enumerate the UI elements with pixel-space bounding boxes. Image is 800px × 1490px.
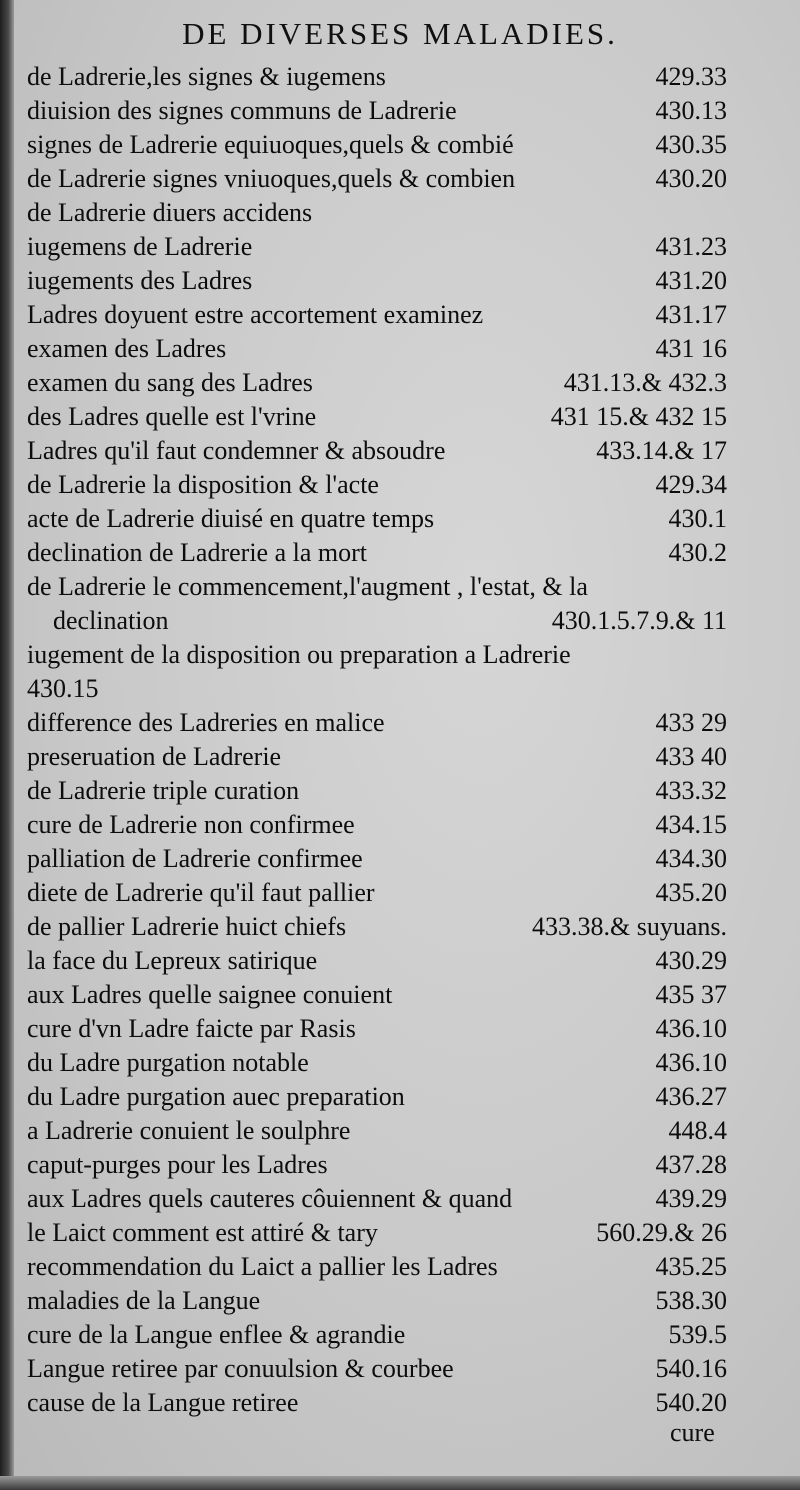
entry-text: aux Ladres quelle saignee conuient — [27, 980, 393, 1009]
entry-page-ref: 433.38.& suyuans. — [532, 912, 727, 941]
entry-page-ref: 540.16 — [655, 1354, 727, 1383]
entry-text: declination — [53, 606, 169, 635]
entry-text: acte de Ladrerie diuisé en quatre temps — [27, 504, 435, 533]
index-entry — [27, 706, 727, 740]
entry-text: signes de Ladrerie equiuoques,quels & combié — [27, 130, 514, 159]
index-entries — [27, 60, 727, 1420]
index-entry — [27, 978, 727, 1012]
entry-text: examen des Ladres — [27, 334, 227, 363]
entry-text: de Ladrerie le commencement,l'augment , l'estat, & la — [27, 572, 588, 601]
entry-text: 430.15 — [27, 674, 99, 703]
index-entry — [27, 1046, 727, 1080]
index-entry — [27, 842, 727, 876]
index-entry — [27, 366, 727, 400]
entry-text: Ladres doyuent estre accortement examinez — [27, 300, 484, 329]
entry-text: diete de Ladrerie qu'il faut pallier — [27, 878, 375, 907]
entry-text: palliation de Ladrerie confirmee — [27, 844, 363, 873]
entry-text: du Ladre purgation auec preparation — [27, 1082, 405, 1111]
entry-page-ref: 436.10 — [655, 1014, 727, 1043]
entry-page-ref: 431 15.& 432 15 — [550, 402, 727, 431]
entry-text: a Ladrerie conuient le soulphre — [27, 1116, 351, 1145]
entry-page-ref: 436.10 — [655, 1048, 727, 1077]
entry-text: de pallier Ladrerie huict chiefs — [27, 912, 347, 941]
entry-text: aux Ladres quels cauteres côuiennent & quand — [27, 1184, 513, 1213]
entry-page-ref: 431.20 — [655, 266, 727, 295]
index-entry — [27, 1148, 727, 1182]
entry-page-ref: 538.30 — [655, 1286, 727, 1315]
entry-text: diuision des signes communs de Ladrerie — [27, 96, 457, 125]
entry-text: Ladres qu'il faut condemner & absoudre — [27, 436, 446, 465]
entry-page-ref: 448.4 — [668, 1116, 727, 1145]
entry-page-ref: 429.33 — [655, 62, 727, 91]
entry-text: maladies de la Langue — [27, 1286, 261, 1315]
entry-text: recommendation du Laict a pallier les Ladres — [27, 1252, 498, 1281]
entry-text: preseruation de Ladrerie — [27, 742, 282, 771]
entry-text: iugemens de Ladrerie — [27, 232, 253, 261]
entry-text: difference des Ladreries en malice — [27, 708, 385, 737]
index-entry — [27, 1250, 727, 1284]
entry-page-ref: 434.30 — [655, 844, 727, 873]
entry-page-ref: 439.29 — [655, 1184, 727, 1213]
index-entry — [27, 1318, 727, 1352]
entry-page-ref: 431 16 — [655, 334, 727, 363]
index-entry — [27, 1386, 727, 1420]
entry-page-ref: 437.28 — [655, 1150, 727, 1179]
index-entry — [27, 332, 727, 366]
entry-page-ref: 431.17 — [655, 300, 727, 329]
entry-text: cure d'vn Ladre faicte par Rasis — [27, 1014, 356, 1043]
index-entry — [27, 774, 727, 808]
index-entry — [27, 910, 727, 944]
entry-text: de Ladrerie triple curation — [27, 776, 300, 805]
entry-page-ref: 430.1.5.7.9.& 11 — [551, 606, 727, 635]
index-entry — [27, 1114, 727, 1148]
index-entry — [27, 434, 727, 468]
entry-text: cure de la Langue enflee & agrandie — [27, 1320, 406, 1349]
index-entry — [27, 1352, 727, 1386]
index-entry — [27, 1284, 727, 1318]
entry-page-ref: 433 40 — [655, 742, 727, 771]
entry-page-ref: 433.14.& 17 — [596, 436, 727, 465]
entry-page-ref: 560.29.& 26 — [596, 1218, 727, 1247]
entry-text: la face du Lepreux satirique — [27, 946, 318, 975]
entry-text: de Ladrerie la disposition & l'acte — [27, 470, 379, 499]
entry-text: le Laict comment est attiré & tary — [27, 1218, 378, 1247]
index-entry — [27, 1012, 727, 1046]
entry-page-ref: 433 29 — [655, 708, 727, 737]
index-entry — [27, 944, 727, 978]
entry-page-ref: 540.20 — [655, 1388, 727, 1417]
index-entry — [27, 264, 727, 298]
entry-page-ref: 436.27 — [655, 1082, 727, 1111]
entry-page-ref: 430.20 — [655, 164, 727, 193]
entry-page-ref: 430.13 — [655, 96, 727, 125]
index-entry — [27, 672, 727, 706]
index-entry — [27, 60, 727, 94]
catchword: cure — [670, 1418, 715, 1447]
entry-text: cure de Ladrerie non confirmee — [27, 810, 355, 839]
entry-text: iugement de la disposition ou preparation a Ladrerie — [27, 640, 571, 669]
entry-text: examen du sang des Ladres — [27, 368, 313, 397]
index-entry — [27, 230, 727, 264]
entry-text: iugements des Ladres — [27, 266, 253, 295]
index-entry — [27, 876, 727, 910]
index-entry — [27, 400, 727, 434]
index-entry — [27, 196, 727, 230]
index-entry — [27, 808, 727, 842]
entry-page-ref: 430.1 — [668, 504, 727, 533]
entry-page-ref: 435.25 — [655, 1252, 727, 1281]
entry-text: caput-purges pour les Ladres — [27, 1150, 328, 1179]
entry-text: des Ladres quelle est l'vrine — [27, 402, 317, 431]
index-entry — [27, 570, 727, 604]
entry-page-ref: 435.20 — [655, 878, 727, 907]
entry-text: du Ladre purgation notable — [27, 1048, 309, 1077]
index-entry — [27, 298, 727, 332]
entry-text: cause de la Langue retiree — [27, 1388, 299, 1417]
entry-page-ref: 431.23 — [655, 232, 727, 261]
entry-text: declination de Ladrerie a la mort — [27, 538, 368, 567]
index-entry — [27, 536, 727, 570]
index-entry — [27, 94, 727, 128]
entry-text: Langue retiree par conuulsion & courbee — [27, 1354, 454, 1383]
entry-text: de Ladrerie,les signes & iugemens — [27, 62, 386, 91]
entry-page-ref: 539.5 — [668, 1320, 727, 1349]
entry-page-ref: 430.2 — [668, 538, 727, 567]
index-entry — [27, 468, 727, 502]
index-entry — [27, 638, 727, 672]
index-entry — [27, 740, 727, 774]
index-entry — [27, 162, 727, 196]
entry-page-ref: 435 37 — [655, 980, 727, 1009]
index-entry — [27, 128, 727, 162]
entry-page-ref: 429.34 — [655, 470, 727, 499]
entry-page-ref: 430.29 — [655, 946, 727, 975]
index-entry — [27, 604, 727, 638]
entry-page-ref: 433.32 — [655, 776, 727, 805]
index-entry — [27, 1216, 727, 1250]
index-entry — [27, 502, 727, 536]
index-entry — [27, 1182, 727, 1216]
entry-text: de Ladrerie signes vniuoques,quels & combien — [27, 164, 516, 193]
index-entry — [27, 1080, 727, 1114]
running-header: DE DIVERSES MALADIES. — [182, 16, 618, 51]
entry-text: de Ladrerie diuers accidens — [27, 198, 313, 227]
page-bottom-shadow — [0, 1476, 800, 1490]
entry-page-ref: 430.35 — [655, 130, 727, 159]
page-binding-shadow — [0, 0, 14, 1490]
entry-page-ref: 434.15 — [655, 810, 727, 839]
entry-page-ref: 431.13.& 432.3 — [563, 368, 727, 397]
